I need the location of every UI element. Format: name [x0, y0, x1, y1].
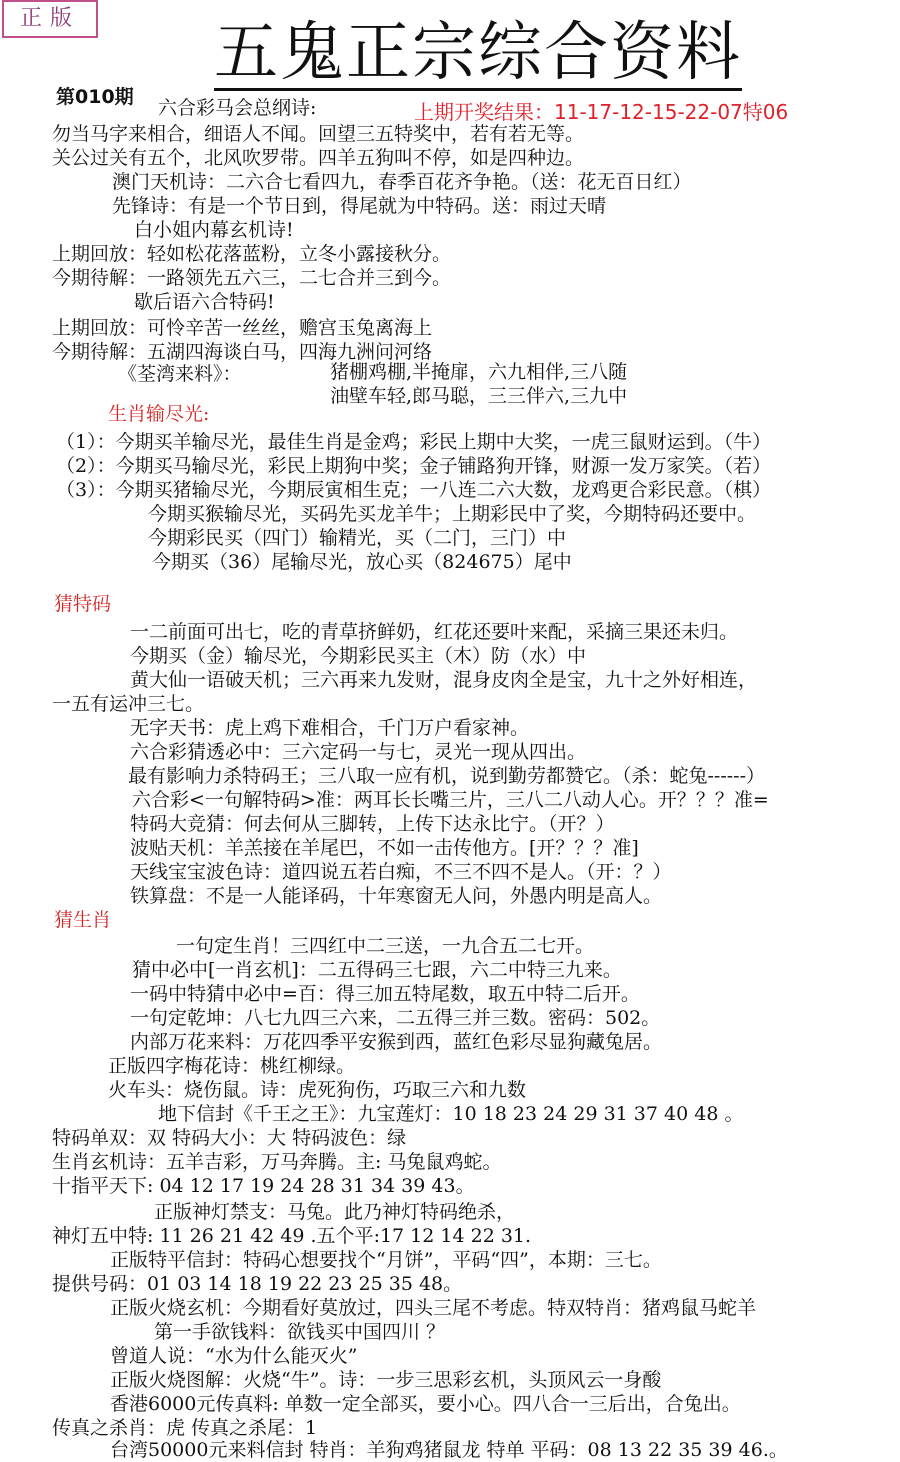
text-line: 提供号码：01 03 14 18 19 22 23 25 35 48。 — [52, 1273, 463, 1295]
last-draw-result: 上期开奖结果：11-17-12-15-22-07特06 — [414, 100, 789, 124]
text-line: 正版神灯禁支：马兔。此乃神灯特码绝杀， — [154, 1201, 516, 1223]
authentic-badge: 正版 — [2, 0, 98, 38]
text-line: 铁算盘：不是一人能译码，十年寒窗无人问，外愚内明是高人。 — [130, 885, 663, 907]
text-line: 最有影响力杀特码王；三八取一应有机，说到勤劳都赞它。（杀：蛇兔------） — [128, 765, 766, 787]
text-line: （3）：今期买猪输尽光，今期辰寅相生克；一八连二六大数，龙鸡更合彩民意。（棋） — [56, 479, 772, 501]
text-line: 油壁车轻,郎马聪，三三伴六,三九中 — [330, 385, 628, 407]
text-line: 今期待解：五湖四海谈白马，四海九洲问河络 — [52, 341, 433, 363]
text-line: 神灯五中特: 11 26 21 42 49 .五个平:17 12 14 22 31. — [52, 1225, 532, 1247]
text-line: 黄大仙一语破天机；三六再来九发财，混身皮肉全是宝，九十之外好相连， — [130, 669, 758, 691]
text-line: 特码大竞猜：何去何从三脚转，上传下达永比宁。（开？） — [130, 813, 615, 835]
text-line: 猪棚鸡棚,半掩扉，六九相伴,三八随 — [330, 361, 628, 383]
text-line: 白小姐内幕玄机诗! — [134, 219, 294, 241]
section-heading: 生肖输尽光: — [108, 403, 210, 425]
text-line: 无字天书：虎上鸡下难相合，千门万户看家神。 — [130, 717, 530, 739]
text-line: 今期买（金）输尽光，今期彩民买主（木）防（水）中 — [130, 645, 587, 667]
text-line: 今期待解：一路领先五六三，二七合并三到今。 — [52, 267, 452, 289]
text-line: 一句定生肖！三四红中二三送，一九合五二七开。 — [176, 935, 595, 957]
text-line: 曾道人说：“水为什么能灭火” — [110, 1345, 358, 1367]
text-line: 香港6000元传真料: 单数一定全部买，要小心。四八合一三后出，合兔出。 — [110, 1393, 741, 1415]
text-line: 上期回放：可怜辛苦一丝丝，赡宫玉兔离海上 — [52, 317, 433, 339]
text-line: 澳门天机诗：二六合七看四九，春季百花齐争艳。（送：花无百日红） — [112, 171, 692, 193]
text-line: 第一手欲钱料：欲钱买中国四川 ？ — [154, 1321, 446, 1343]
text-line: 歇后语六合特码! — [134, 291, 275, 313]
text-line: 上期回放：轻如松花落蓝粉，立冬小露接秋分。 — [52, 243, 452, 265]
text-line: 正版特平信封：特码心想要找个“月饼”，平码“四”，本期：三七。 — [110, 1249, 662, 1271]
text-line: 六合彩马会总纲诗: — [158, 97, 317, 119]
text-line: 一句定乾坤：八七九四三六来，二五得三并三数。密码：502。 — [130, 1007, 661, 1029]
text-line: 正版火烧图解：火烧“牛”。诗：一步三思彩玄机，头顶风云一身酸 — [110, 1369, 662, 1391]
text-line: 今期买猴输尽光，买码先买龙羊牛；上期彩民中了奖，今期特码还要中。 — [148, 503, 757, 525]
text-line: 先锋诗：有是一个节日到，得尾就为中特码。送：雨过天晴 — [112, 195, 607, 217]
section-heading: 猜生肖 — [54, 909, 112, 931]
text-line: （1）：今期买羊输尽光，最佳生肖是金鸡；彩民上期中大奖，一虎三鼠财运到。（牛） — [56, 431, 772, 453]
text-line: 正版四字梅花诗：桃红柳绿。 — [108, 1055, 356, 1077]
text-line: 生肖玄机诗：五羊吉彩，万马奔腾。主: 马兔鼠鸡蛇。 — [52, 1151, 502, 1173]
text-line: 今期彩民买（四门）输精光，买（二门，三门）中 — [148, 527, 567, 549]
text-line: 一五有运冲三七。 — [52, 693, 205, 715]
text-line: 一码中特猜中必中=百：得三加五特尾数，取五中特二后开。 — [130, 983, 640, 1005]
text-line: 波贴天机：羊羔接在羊尾巴，不如一击传他方。[开？？？准] — [130, 837, 639, 859]
text-line: 传真之杀肖：虎 传真之杀尾：1 — [52, 1417, 318, 1439]
text-line: 关公过关有五个，北风吹罗带。四羊五狗叫不停，如是四种边。 — [52, 147, 585, 169]
text-line: 特码单双：双 特码大小：大 特码波色：绿 — [52, 1127, 407, 1149]
text-line: 火车头：烧伤鼠。诗：虎死狗伤，巧取三六和九数 — [108, 1079, 527, 1101]
text-line: 正版火烧玄机：今期看好莫放过，四头三尾不考虑。特双特肖：猪鸡鼠马蛇羊 — [110, 1297, 757, 1319]
text-line: 内部万花来料：万花四季平安猴到西，蓝红色彩尽显狗藏兔居。 — [130, 1031, 663, 1053]
page-title: 五鬼正宗综合资料 — [214, 16, 742, 90]
text-line: 猜中必中[一肖玄机]：二五得码三七跟，六二中特三九来。 — [132, 959, 622, 981]
text-line: （2）：今期买马输尽光，彩民上期狗中奖；金子铺路狗开锋，财源一发万家笑。（若） — [56, 455, 772, 477]
text-line: 勿当马字来相合，细语人不闻。回望三五特奖中，若有若无等。 — [52, 123, 585, 145]
text-line: 六合彩<一句解特码>准：两耳长长嘴三片，三八二八动人心。开？？？准= — [132, 789, 769, 811]
text-line: 地下信封《千王之王》：九宝莲灯：10 18 23 24 29 31 37 40 48 。 — [158, 1103, 744, 1125]
section-heading: 猜特码 — [54, 593, 112, 615]
text-line: 十指平天下: 04 12 17 19 24 28 31 34 39 43。 — [52, 1175, 475, 1197]
issue-number: 第010期 — [56, 86, 134, 108]
text-line: 今期买（36）尾输尽光，放心买（824675）尾中 — [152, 551, 572, 573]
text-line: 一二前面可出七，吃的青草挤鲜奶，红花还要叶来配，采摘三果还未归。 — [130, 621, 739, 643]
text-line: 六合彩猜透必中：三六定码一与七，灵光一现从四出。 — [130, 741, 587, 763]
text-line: 天线宝宝波色诗：道四说五若白痴，不三不四不是人。（开：？） — [130, 861, 672, 883]
text-line: 台湾50000元来料信封 特肖：羊狗鸡猪鼠龙 特单 平码：08 13 22 35 39 46.。 — [110, 1439, 788, 1461]
text-line: 《荃湾来料》： — [118, 363, 242, 385]
